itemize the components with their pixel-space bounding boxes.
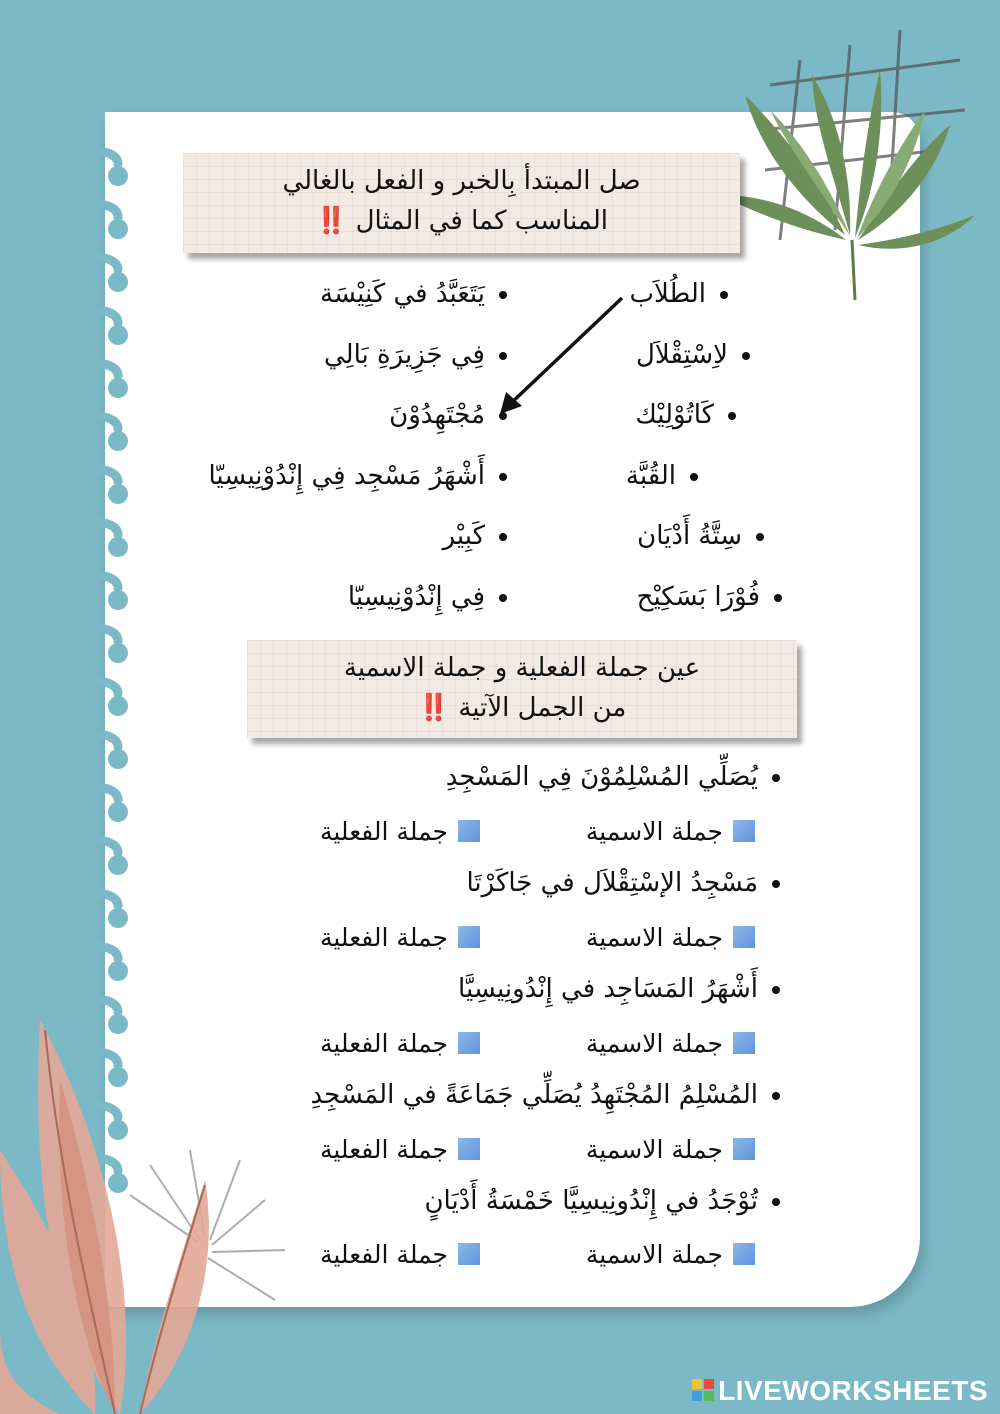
match-dot[interactable] [499,533,507,541]
match-left-item[interactable]: الطُلاَب [630,279,728,309]
matching-title-line1: صل المبتدأ بِالخبر و الفعل بالغالي [282,166,641,196]
bullet [772,774,780,782]
match-right-item[interactable]: فِي جَزِيرَةِ بَالِي [324,340,507,370]
liveworksheets-logo[interactable] [692,1375,988,1407]
bullet [772,1092,780,1100]
classify-title-line2: من الجمل الآتية ‼️ [417,693,627,723]
match-dot[interactable] [756,533,764,541]
checkbox[interactable] [733,1243,755,1265]
option-nominal[interactable]: جملة الاسمية [586,923,755,952]
match-dot[interactable] [499,291,507,299]
sentence-item: يُصَلِّي المُسْلِمُوْنَ فِي المَسْجِدِ [446,762,780,792]
matching-title-line2: المناسب كما في المثال ‼️ [315,206,608,236]
sentence-item: مَسْجِدُ الإسْتِقْلاَل في جَاكَرْتَا [466,868,780,898]
bullet [772,986,780,994]
checkbox[interactable] [458,1032,480,1054]
checkbox[interactable] [733,1032,755,1054]
match-left-item[interactable]: فُوْرَا بَسَكِيْح [637,582,782,612]
match-dot[interactable] [774,594,782,602]
classify-title-line1: عين جملة الفعلية و جملة الاسمية [343,653,701,683]
option-verbal[interactable]: جملة الفعلية [320,1135,480,1164]
match-dot[interactable] [499,412,507,420]
match-right-item[interactable]: كَبِيْر [443,521,507,551]
option-nominal[interactable]: جملة الاسمية [586,1135,755,1164]
match-left-item[interactable]: سِتَّةُ أَدْيَان [637,521,764,551]
match-left-item[interactable]: كَاتُوْلِيْك [635,400,736,430]
option-verbal[interactable]: جملة الفعلية [320,1029,480,1058]
option-verbal[interactable]: جملة الفعلية [320,923,480,952]
match-dot[interactable] [720,291,728,299]
checkbox[interactable] [458,1138,480,1160]
checkbox[interactable] [458,926,480,948]
sentence-item: تُوْجَدُ في إِنْدُونِيسِيَّا خَمْسَةُ أَدْيَانٍ [424,1186,780,1216]
match-dot[interactable] [499,352,507,360]
match-dot[interactable] [742,352,750,360]
match-dot[interactable] [499,473,507,481]
sentence-item: أَشْهَرُ المَسَاجِد في إِنْدُونِيسِيَّا [458,974,780,1004]
match-right-item[interactable]: فِي إِنْدُوْنِيسِيّا [348,582,507,612]
match-left-item[interactable]: لاِسْتِقْلاَل [636,340,750,370]
match-right-item[interactable]: أَشْهَرُ مَسْجِد فِي إِنْدُوْنِيسِيّا [209,461,508,491]
sentence-item: المُسْلِمُ المُجْتَهِدُ يُصَلِّي جَمَاعَةً في المَسْجِدِ [311,1080,780,1110]
option-nominal[interactable]: جملة الاسمية [586,1029,755,1058]
checkbox[interactable] [733,820,755,842]
bullet [772,1198,780,1206]
option-nominal[interactable]: جملة الاسمية [586,817,755,846]
brand-name: LIVEWORKSHEETS [718,1375,988,1406]
match-dot[interactable] [499,594,507,602]
checkbox[interactable] [458,1243,480,1265]
option-verbal[interactable]: جملة الفعلية [320,817,480,846]
match-dot[interactable] [728,412,736,420]
match-left-item[interactable]: القُبَّة [626,461,698,491]
match-right-item[interactable]: يَتَعَبَّدُ في كَنِيْسَة [320,279,507,309]
option-verbal[interactable]: جملة الفعلية [320,1240,480,1269]
match-dot[interactable] [690,473,698,481]
checkbox[interactable] [733,1138,755,1160]
match-right-item[interactable]: مُجْتَهِدُوْنَ [389,400,507,430]
option-nominal[interactable]: جملة الاسمية [586,1240,755,1269]
classify-instructions [247,640,797,738]
matching-instructions [183,153,740,253]
liveworksheets-icon [692,1379,714,1401]
checkbox[interactable] [458,820,480,842]
bullet [772,880,780,888]
checkbox[interactable] [733,926,755,948]
